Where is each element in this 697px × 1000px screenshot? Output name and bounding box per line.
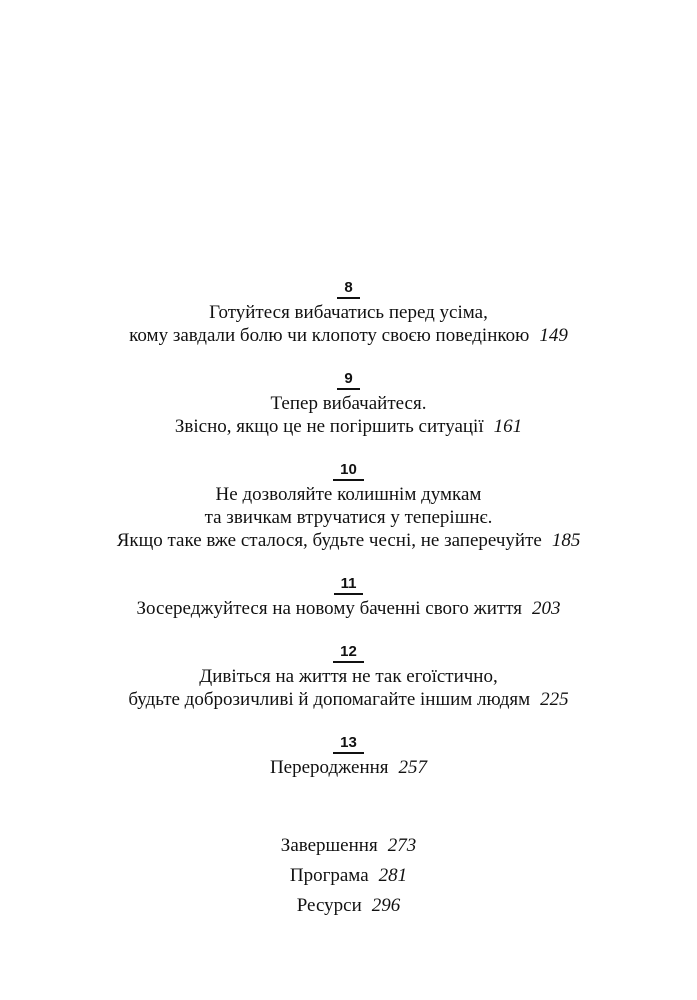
- chapter-title-line-last: [0, 688, 697, 711]
- toc-chapter-12[interactable]: [0, 643, 697, 711]
- chapter-title-text: кому завдали болю чи клопоту своєю поведінкою: [129, 325, 530, 346]
- toc-end-item-resources[interactable]: [0, 891, 697, 921]
- end-item-title: Завершення: [280, 835, 378, 856]
- chapter-title-text: Переродження: [269, 757, 389, 778]
- chapter-title-line-last: [0, 597, 697, 620]
- toc-chapter-13[interactable]: [0, 734, 697, 779]
- toc-chapter-10[interactable]: [0, 461, 697, 552]
- chapter-title-line-last: [0, 415, 697, 438]
- chapter-title-text: будьте доброзичливі й допомагайте іншим людям: [128, 689, 531, 710]
- chapter-number: 9: [337, 370, 359, 390]
- end-item-title: Ресурси: [296, 895, 362, 916]
- chapter-title-line-last: [0, 324, 697, 347]
- chapter-title-text: Зосереджуйтеся на новому баченні свого життя: [136, 598, 523, 619]
- chapter-title-line: Готуйтеся вибачатись перед усіма,: [209, 302, 488, 323]
- page-number: 257: [398, 757, 428, 778]
- chapter-number: 11: [334, 575, 364, 595]
- page-number: 203: [532, 598, 561, 619]
- table-of-contents: [0, 279, 697, 921]
- chapter-title-line-last: [0, 529, 697, 552]
- chapter-title-line-last: [0, 756, 697, 779]
- chapter-number: 12: [333, 643, 364, 663]
- toc-end-item-conclusion[interactable]: [0, 831, 697, 861]
- end-item-title: Програма: [289, 865, 369, 886]
- page-number: 149: [539, 325, 568, 346]
- page-number: 161: [493, 416, 523, 437]
- page-number: 296: [371, 895, 401, 916]
- page-number: 273: [387, 835, 417, 856]
- chapter-title-line: Тепер вибачайтеся.: [270, 393, 427, 414]
- toc-chapter-8[interactable]: [0, 279, 697, 347]
- chapter-title-line: та звичкам втручатися у теперішнє.: [204, 507, 493, 528]
- toc-chapter-11[interactable]: [0, 575, 697, 620]
- toc-end-item-program[interactable]: [0, 861, 697, 891]
- chapter-title-line: Не дозволяйте колишнім думкам: [215, 484, 482, 505]
- chapter-title-text: Якщо таке вже сталося, будьте чесні, не заперечуйте: [116, 530, 542, 551]
- chapter-number: 10: [333, 461, 364, 481]
- chapter-number: 13: [333, 734, 364, 754]
- chapter-title-line: Дивіться на життя не так егоїстично,: [199, 666, 498, 687]
- page-number: 281: [378, 865, 408, 886]
- chapter-number: 8: [337, 279, 359, 299]
- page-number: 225: [540, 689, 569, 710]
- page-number: 185: [551, 530, 581, 551]
- toc-chapter-9[interactable]: [0, 370, 697, 438]
- chapter-title-text: Звісно, якщо це не погіршить ситуації: [174, 416, 484, 437]
